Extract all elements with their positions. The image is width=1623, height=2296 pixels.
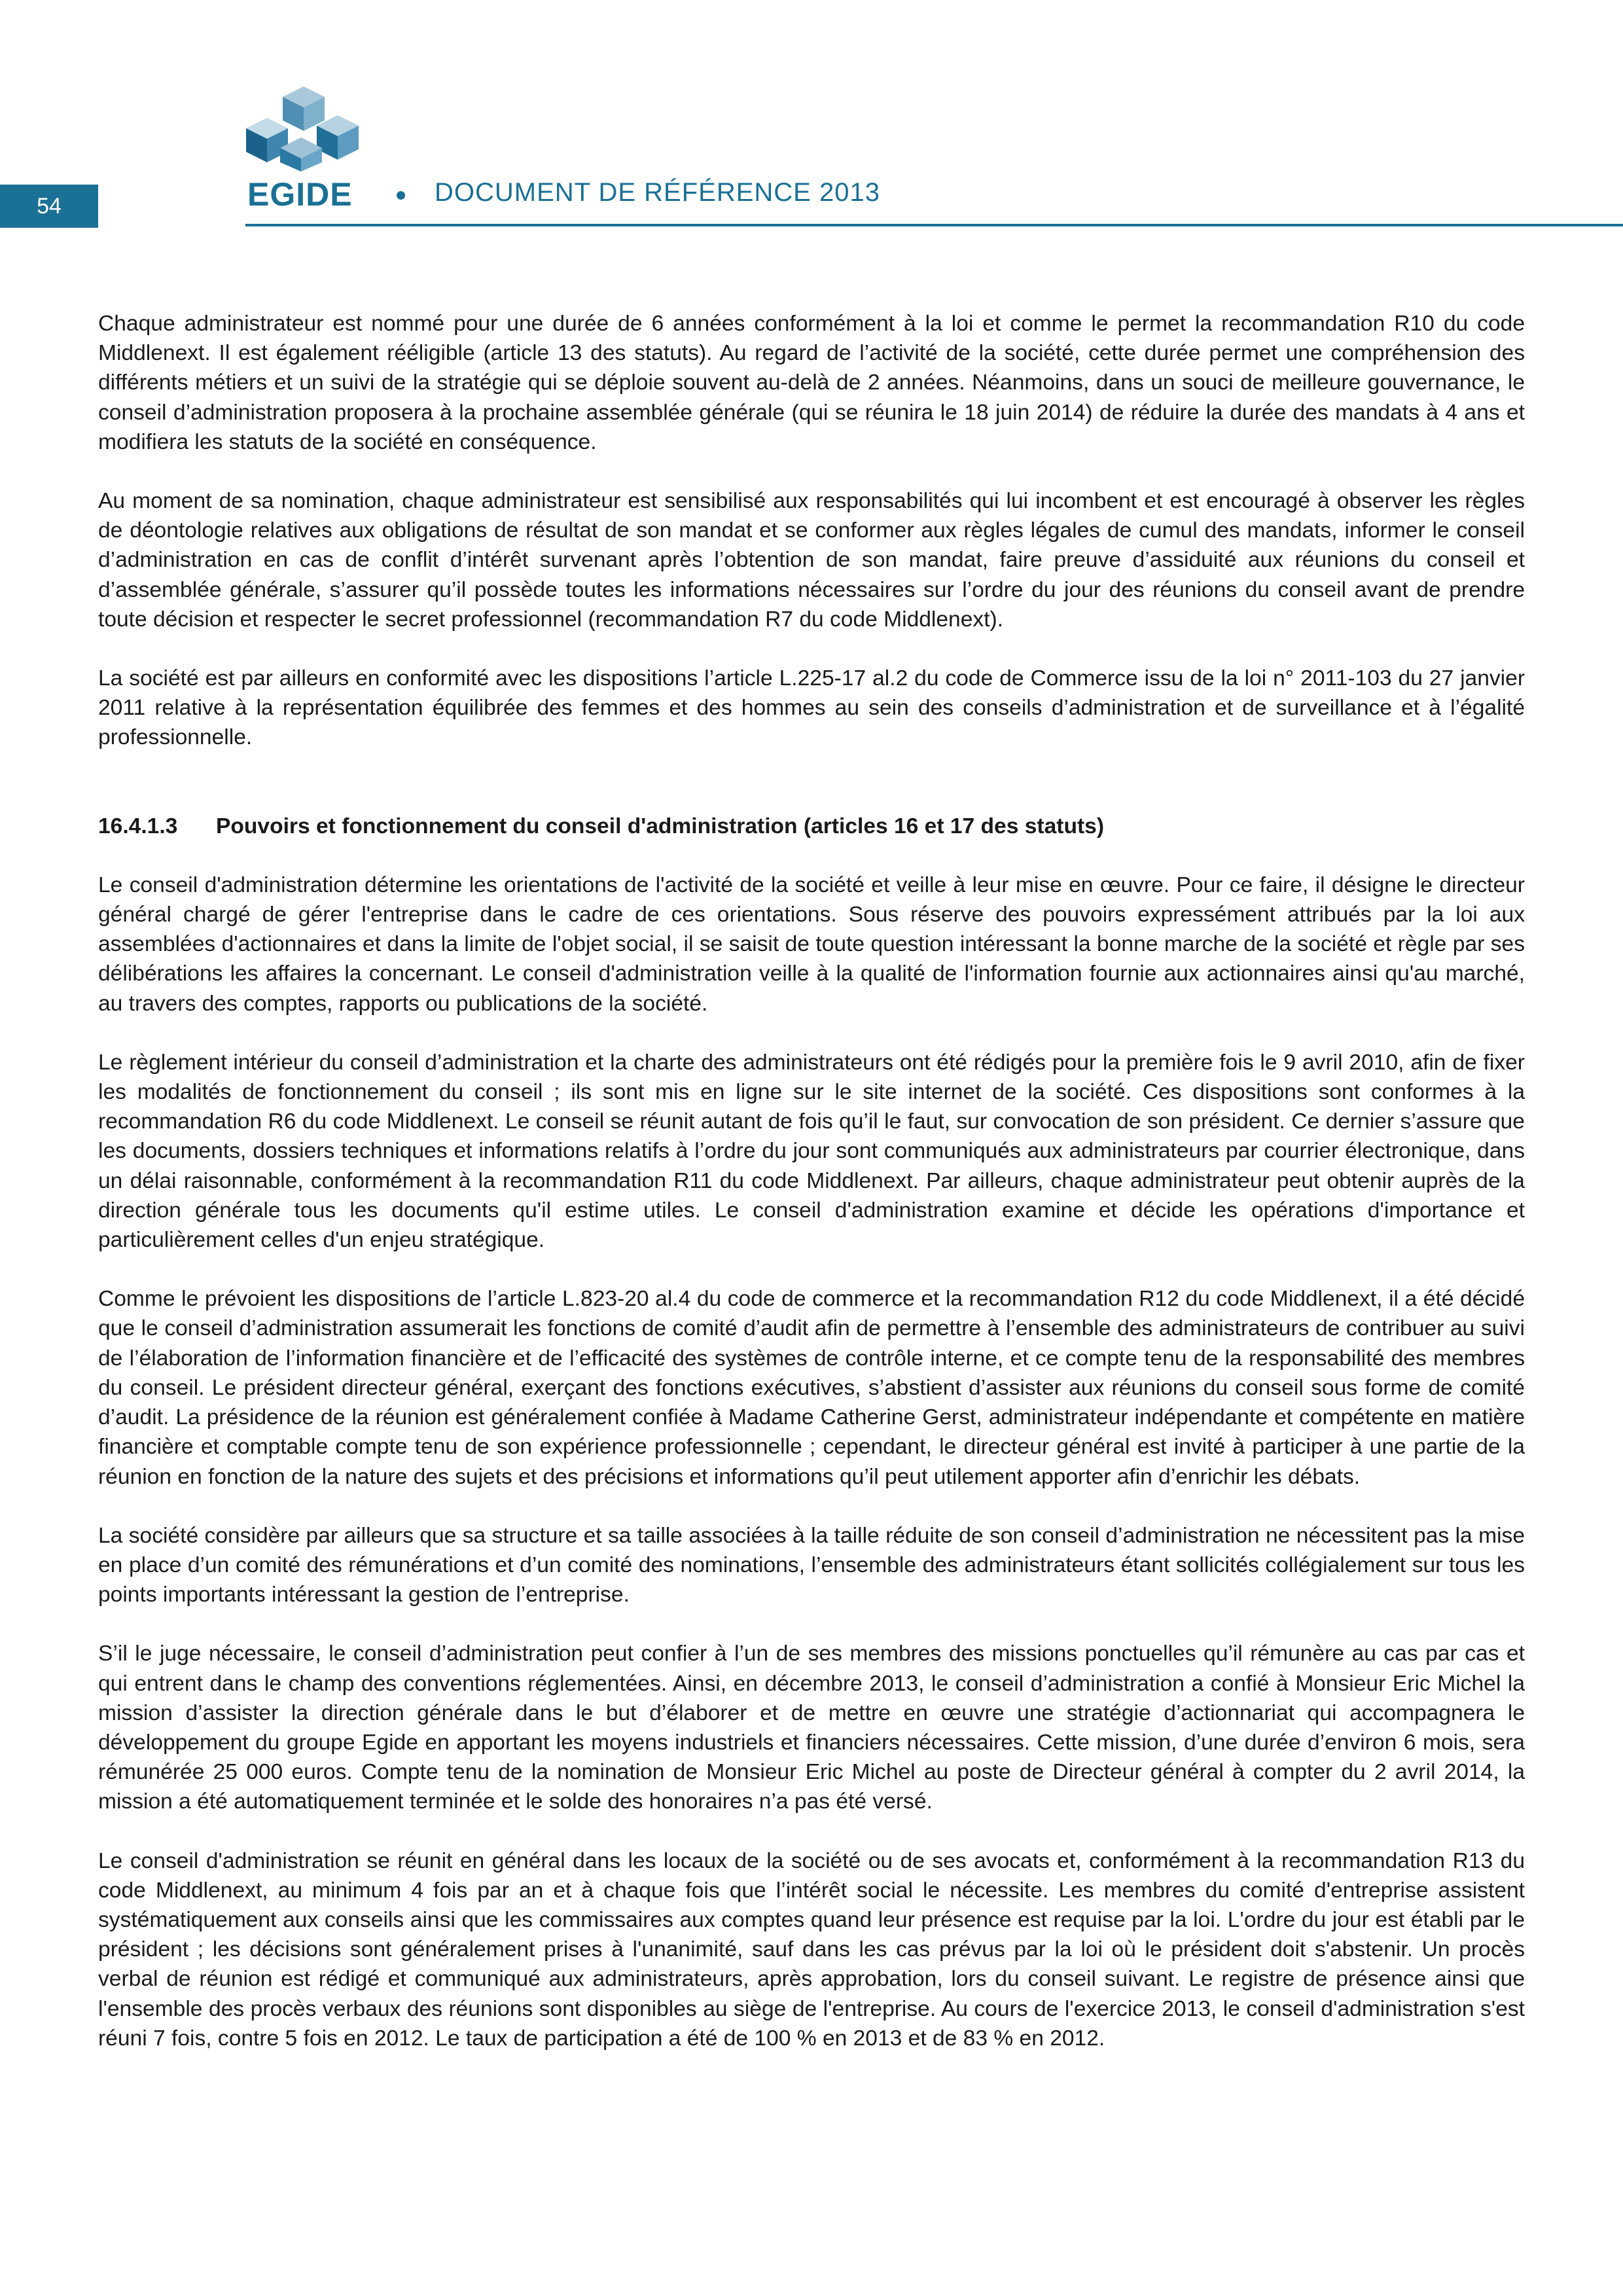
paragraph: Le règlement intérieur du conseil d’administration et la charte des administrateurs ont été rédigés pour la première fois le 9 avril 2010, afin de fixer les modalités de fonctionnement du conseil ; ils sont mis en ligne sur le site internet de la société. Ces dispositions sont conformes à la recommandation R6 du code Middlenext. Le conseil se réunit autant de fois qu’il le faut, sur convocation de son président. Ce dernier s’assure que les documents, dossiers techniques et informations relatifs à l’ordre du jour sont communiqués aux administrateurs par courrier électronique, dans un délai raisonnable, conformément à la recommandation R11 du code Middlenext. Par ailleurs, chaque administrateur peut obtenir auprès de la direction générale tous les documents qu'il estime utiles. Le conseil d'administration examine et décide les opérations d'importance et particulièrement celles d'un enjeu stratégique. xyxy=(98,1050,1525,1253)
paragraph: Le conseil d'administration détermine les orientations de l'activité de la société et veille à leur mise en œuvre. Pour ce faire, il désigne le directeur général chargé de gérer l'entreprise dans le cadre de ces orientations. Sous réserve des pouvoirs expressément attribués par la loi aux assemblées d'actionnaires et dans la limite de l'objet social, il se saisit de toute question intéressant la bonne marche de la société et règle par ses délibérations les affaires la concernant. Le conseil d'administration veille à la qualité de l'information fournie aux actionnaires ainsi qu'au marché, au travers des comptes, rapports ou publications de la société. xyxy=(98,872,1525,1016)
page-number: 54 xyxy=(0,185,98,228)
section-heading xyxy=(98,812,1525,841)
paragraph: S’il le juge nécessaire, le conseil d’administration peut confier à l’un de ses membres des missions ponctuelles qu’il rémunère au cas par cas et qui entrent dans le champ des conventions réglementées. Ainsi, en décembre 2013, le conseil d’administration a confié à Monsieur Eric Michel la mission d’assister la direction générale dans le but d’élaborer et de mettre en œuvre une stratégie d’actionnariat qui accompagnera le développement du groupe Egide en apportant les moyens industriels et financiers nécessaires. Cette mission, d’une durée d’environ 6 mois, sera rémunérée 25 000 euros. Compte tenu de la nomination de Monsieur Eric Michel au poste de Directeur général à compter du 2 avril 2014, la mission a été automatiquement terminée et le solde des honoraires n’a pas été versé. xyxy=(98,1641,1525,1814)
paragraph: La société est par ailleurs en conformité avec les dispositions l’article L.225-17 al.2 du code de Commerce issu de la loi n° 2011-103 du 27 janvier 2011 relative à la représentation équilibrée des femmes et des hommes au sein des conseils d’administration et de surveillance et à l’égalité professionnelle. xyxy=(98,666,1525,750)
paragraph: Chaque administrateur est nommé pour une durée de 6 années conformément à la loi et comme le permet la recommandation R10 du code Middlenext. Il est également rééligible (article 13 des statuts). Au regard de l’activité de la société, cette durée permet une compréhension des différents métiers et un suivi de la stratégie qui se déploie souvent au-delà de 2 années. Néanmoins, dans un souci de meilleure gouvernance, le conseil d’administration proposera à la prochaine assemblée générale (qui se réunira le 18 juin 2014) de réduire la durée des mandats à 4 ans et modifiera les statuts de la société en conséquence. xyxy=(98,312,1525,454)
paragraph: Comme le prévoient les dispositions de l’article L.823-20 al.4 du code de commerce et la recommandation R12 du code Middlenext, il a été décidé que le conseil d’administration assumerait les fonctions de comité d’audit afin de permettre à l’ensemble des administrateurs de contribuer au suivi de l’élaboration de l’information financière et de l’efficacité des systèmes de contrôle interne, et ce compte tenu de la responsabilité des membres du conseil. Le président directeur général, exerçant des fonctions exécutives, s’abstient d’assister aux réunions du conseil sous forme de comité d’audit. La présidence de la réunion est généralement confiée à Madame Catherine Gerst, administrateur indépendante et compétente en matière financière et comptable compte tenu de son expérience professionnelle ; cependant, le directeur général est invité à participer à une partie de la réunion en fonction de la nature des sujets et des précisions et informations qu’il peut utilement apporter afin d’enrichir les débats. xyxy=(98,1287,1525,1489)
brand-name: EGIDE xyxy=(247,176,353,213)
header-bullet xyxy=(397,191,405,200)
paragraph: Au moment de sa nomination, chaque administrateur est sensibilisé aux responsabilités qui lui incombent et est encouragé à observer les règles de déontologie relatives aux obligations de résultat de son mandat et se conformer aux règles légales de cumul des mandats, informer le conseil d’administration en cas de conflit d’intérêt survenant après l’obtention de son mandat, faire preuve d’assiduité aux réunions du conseil et d’assemblée générale, s’assurer qu’il possède toutes les informations nécessaires sur l’ordre du jour des réunions du conseil avant de prendre toute décision et respecter le secret professionnel (recommandation R7 du code Middlenext). xyxy=(98,489,1525,632)
document-body xyxy=(98,309,1525,2083)
section-number: 16.4.1.3 xyxy=(98,814,178,838)
document-title: DOCUMENT DE RÉFÉRENCE 2013 xyxy=(435,178,880,207)
header-divider xyxy=(245,224,1623,226)
paragraph: La société considère par ailleurs que sa structure et sa taille associées à la taille réduite de son conseil d’administration ne nécessitent pas la mise en place d’un comité des rémunérations et d’un comité des nominations, l’ensemble des administrateurs étant sollicités collégialement sur tous les points importants intéressant la gestion de l’entreprise. xyxy=(98,1523,1525,1607)
section-title: Pouvoirs et fonctionnement du conseil d'administration (articles 16 et 17 des statuts) xyxy=(216,814,1104,838)
paragraph: Le conseil d'administration se réunit en général dans les locaux de la société ou de ses avocats et, conformément à la recommandation R13 du code Middlenext, au minimum 4 fois par an et à chaque fois que l’intérêt social le nécessite. Les membres du comité d'entreprise assistent systématiquement aux conseils ainsi que les commissaires aux comptes quand leur présence est requise par la loi. L'ordre du jour est établi par le président ; les décisions sont généralement prises à l'unanimité, sauf dans les cas prévus par la loi où le président doit s'abstenir. Un procès verbal de réunion est rédigé et communiqué aux administrateurs, après approbation, lors du conseil suivant. Le registre de présence ainsi que l'ensemble des procès verbaux des réunions sont disponibles au siège de l'entreprise. Au cours de l'exercice 2013, le conseil d'administration s'est réuni 7 fois, contre 5 fois en 2012. Le taux de participation a été de 100 % en 2013 et de 83 % en 2012. xyxy=(98,1848,1525,2051)
